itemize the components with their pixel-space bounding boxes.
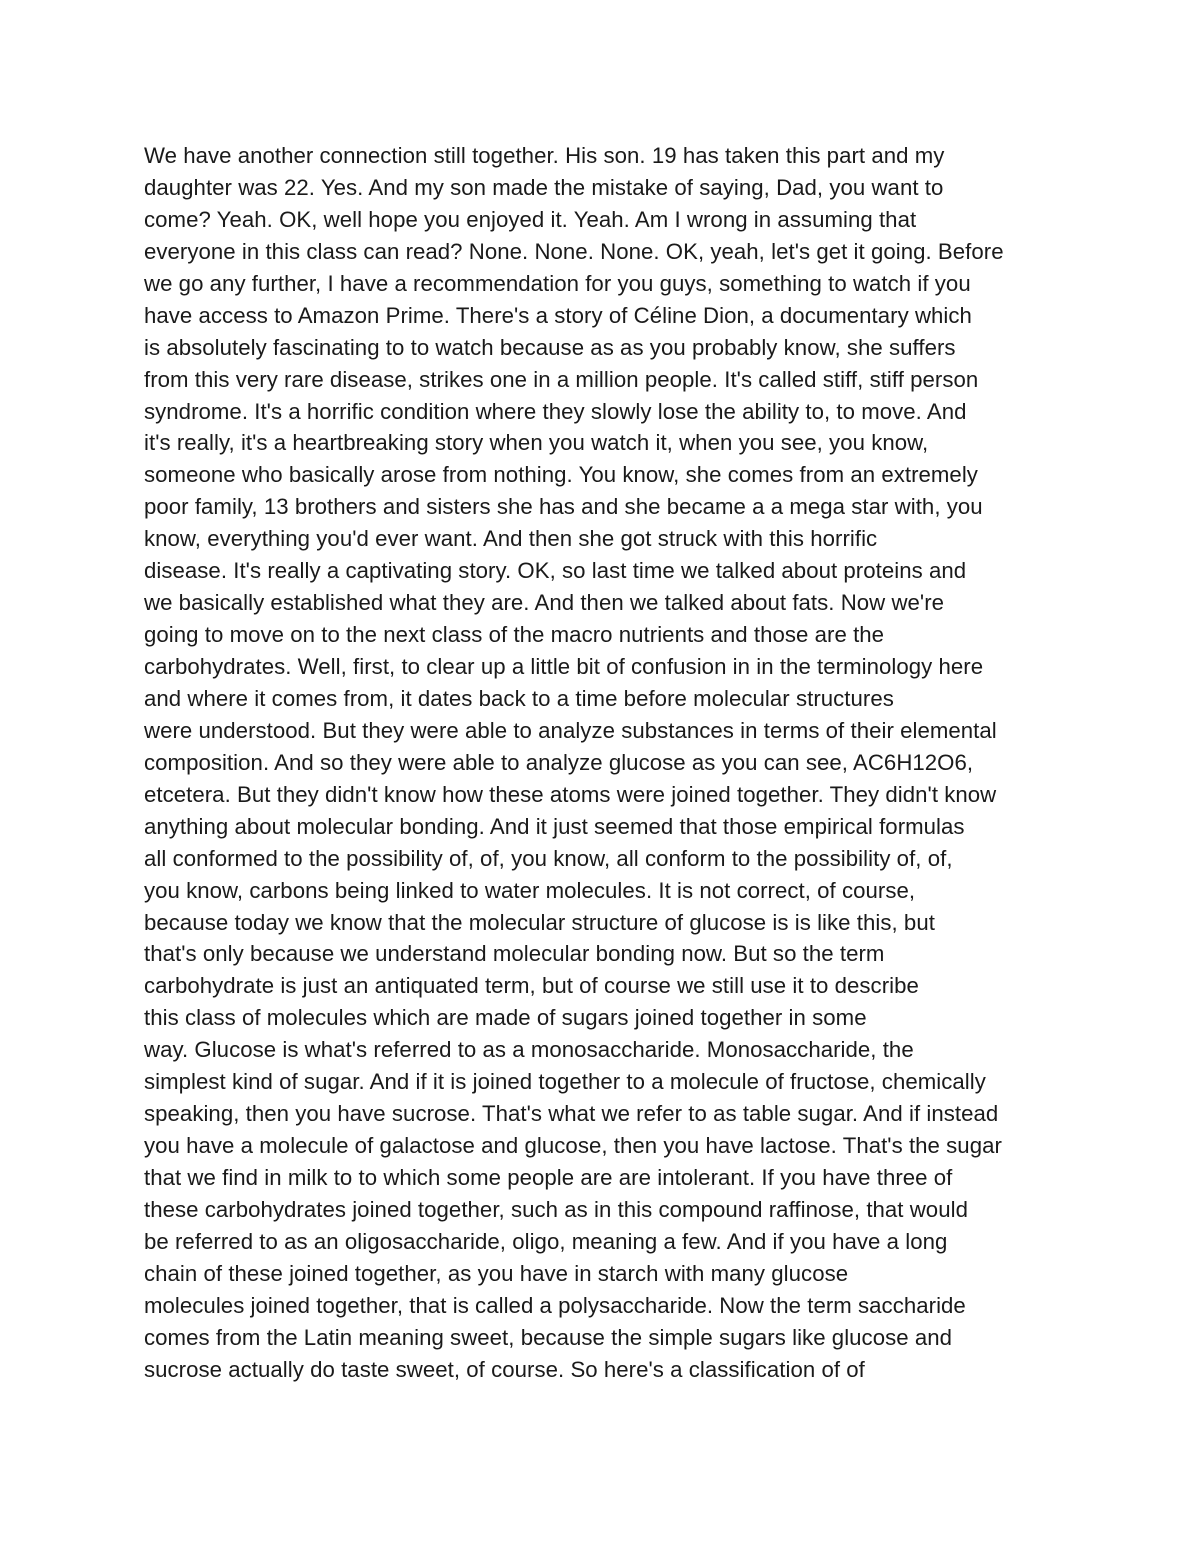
text-line: disease. It's really a captivating story. OK, so last time we talked about proteins and	[144, 558, 967, 584]
text-line: composition. And so they were able to analyze glucose as you can see, AC6H12O6,	[144, 749, 974, 775]
text-line: we basically established what they are. And then we talked about fats. Now we're	[144, 590, 945, 616]
text-line: you have a molecule of galactose and glucose, then you have lactose. That's the sugar	[144, 1133, 1002, 1159]
text-line: from this very rare disease, strikes one in a million people. It's called stiff, stiff person	[144, 366, 979, 392]
text-line: syndrome. It's a horrific condition where they slowly lose the ability to, to move. And	[144, 398, 967, 424]
text-line: these carbohydrates joined together, such as in this compound raffinose, that would	[144, 1196, 968, 1222]
text-line: and where it comes from, it dates back to a time before molecular structures	[144, 685, 894, 711]
text-line: be referred to as an oligosaccharide, oligo, meaning a few. And if you have a long	[144, 1228, 948, 1254]
text-line: all conformed to the possibility of, of, you know, all conform to the possibility of, of,	[144, 845, 953, 871]
text-line: because today we know that the molecular structure of glucose is is like this, but	[144, 909, 935, 935]
transcript-text	[144, 140, 1074, 1386]
text-line: you know, carbons being linked to water molecules. It is not correct, of course,	[144, 877, 916, 903]
text-line: carbohydrate is just an antiquated term, but of course we still use it to describe	[144, 973, 919, 999]
text-line: someone who basically arose from nothing. You know, she comes from an extremely	[144, 462, 978, 488]
text-line: etcetera. But they didn't know how these atoms were joined together. They didn't know	[144, 781, 997, 807]
text-line: simplest kind of sugar. And if it is joined together to a molecule of fructose, chemically	[144, 1069, 986, 1095]
text-line: everyone in this class can read? None. None. None. OK, yeah, let's get it going. Before	[144, 238, 1004, 264]
text-line: way. Glucose is what's referred to as a monosaccharide. Monosaccharide, the	[144, 1037, 914, 1063]
text-line: carbohydrates. Well, first, to clear up a little bit of confusion in in the terminology here	[144, 654, 984, 679]
text-line: anything about molecular bonding. And it just seemed that those empirical formulas	[144, 813, 965, 839]
text-line: going to move on to the next class of the macro nutrients and those are the	[144, 622, 885, 648]
text-line: come? Yeah. OK, well hope you enjoyed it. Yeah. Am I wrong in assuming that	[144, 206, 917, 232]
text-line: poor family, 13 brothers and sisters she has and she became a a mega star with, you	[144, 494, 983, 520]
text-line: sucrose actually do taste sweet, of course. So here's a classification of of	[144, 1356, 865, 1382]
text-line: chain of these joined together, as you have in starch with many glucose	[144, 1260, 849, 1286]
text-line: were understood. But they were able to analyze substances in terms of their elemental	[144, 717, 997, 743]
text-line: we go any further, I have a recommendation for you guys, something to watch if you	[144, 270, 971, 296]
text-line: speaking, then you have sucrose. That's what we refer to as table sugar. And if instead	[144, 1101, 999, 1127]
text-line: know, everything you'd ever want. And then she got struck with this horrific	[144, 526, 878, 552]
text-line: that's only because we understand molecular bonding now. But so the term	[144, 941, 885, 967]
text-line: that we find in milk to to which some people are are intolerant. If you have three of	[144, 1165, 953, 1190]
text-line: have access to Amazon Prime. There's a story of Céline Dion, a documentary which	[144, 302, 972, 328]
text-line: is absolutely fascinating to to watch because as as you probably know, she suffers	[144, 334, 956, 360]
text-line: comes from the Latin meaning sweet, because the simple sugars like glucose and	[144, 1324, 953, 1350]
text-line: molecules joined together, that is called a polysaccharide. Now the term saccharide	[144, 1292, 966, 1318]
text-line: We have another connection still together. His son. 19 has taken this part and my	[144, 143, 945, 168]
text-line: daughter was 22. Yes. And my son made the mistake of saying, Dad, you want to	[144, 174, 944, 200]
text-line: it's really, it's a heartbreaking story when you watch it, when you see, you know,	[144, 430, 929, 456]
text-line: this class of molecules which are made of sugars joined together in some	[144, 1005, 867, 1031]
